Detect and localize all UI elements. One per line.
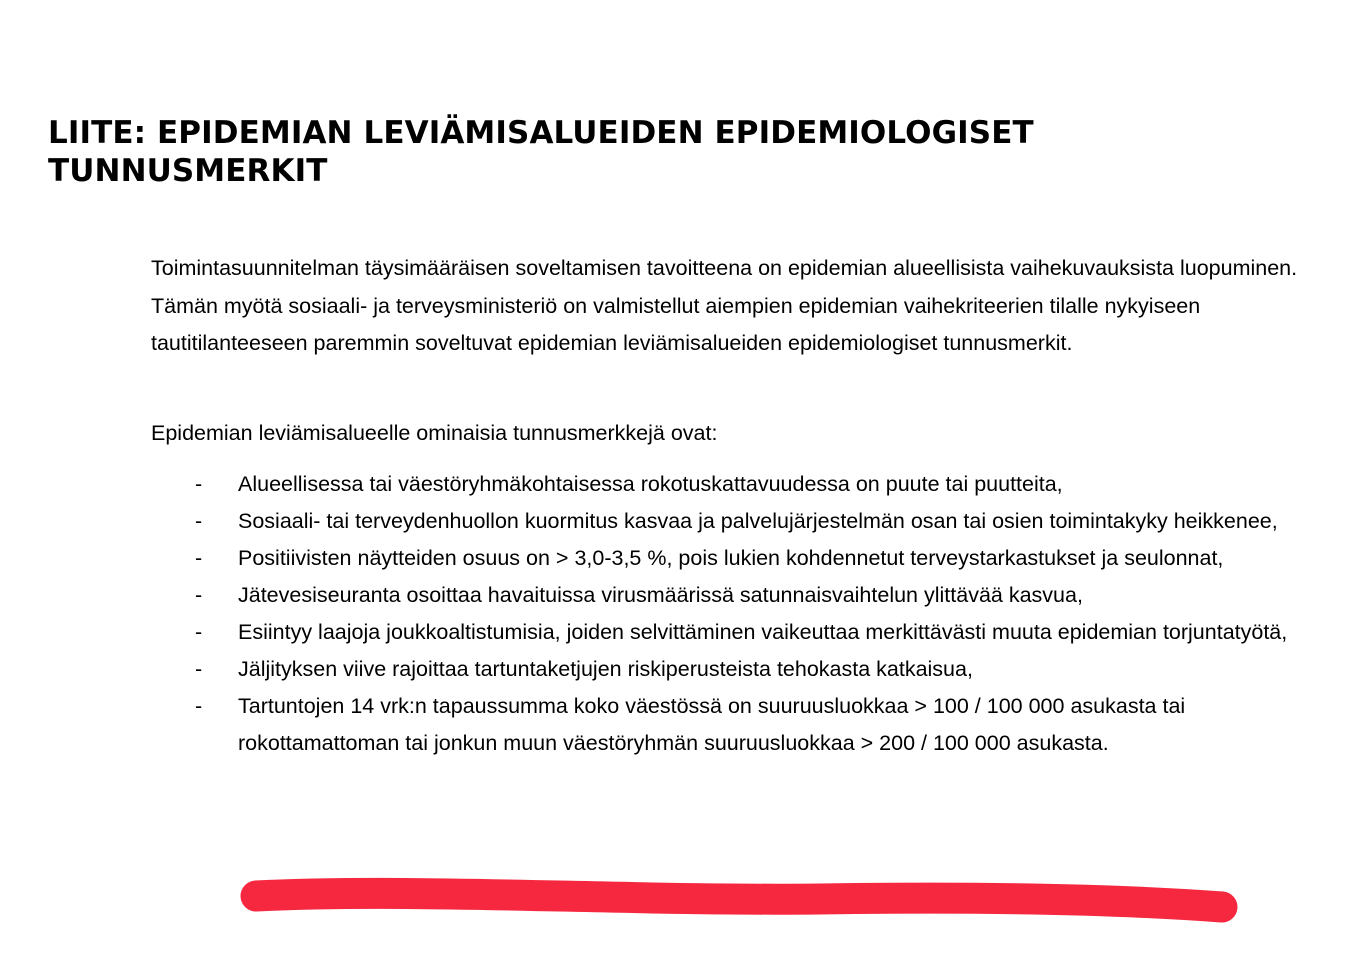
list-item-text: Alueellisessa tai väestöryhmäkohtaisessa rokotuskattavuudessa on puute tai puutteita,: [238, 472, 1063, 496]
list-item: [151, 503, 1321, 540]
list-item: [151, 540, 1321, 577]
criteria-list: [151, 466, 1321, 762]
list-lead-text: Epidemian leviämisalueelle ominaisia tunnusmerkkejä ovat:: [151, 421, 718, 445]
dash-bullet: -: [195, 657, 203, 681]
list-item-text: Sosiaali- tai terveydenhuollon kuormitus kasvaa ja palvelujärjestelmän osan tai osien toimintakyky heikkenee,: [238, 509, 1278, 533]
list-item: [151, 577, 1321, 614]
dash-bullet: -: [195, 620, 203, 644]
dash-bullet: -: [195, 583, 203, 607]
list-item-text: Positiivisten näytteiden osuus on > 3,0-3,5 %, pois lukien kohdennetut terveystarkastukset ja seulonnat,: [238, 546, 1224, 570]
list-item-text: Jätevesiseuranta osoittaa havaituissa virusmäärissä satunnaisvaihtelun ylittävää kasvua,: [238, 583, 1083, 607]
list-item: [151, 614, 1321, 651]
list-item: [151, 651, 1321, 688]
list-item: [151, 688, 1321, 762]
dash-bullet: -: [195, 694, 203, 718]
list-item: [151, 466, 1321, 503]
dash-bullet: -: [195, 472, 203, 496]
red-marker-line: [256, 893, 1222, 907]
page-title: LIITE: EPIDEMIAN LEVIÄMISALUEIDEN EPIDEMIOLOGISET TUNNUSMERKIT: [48, 115, 1034, 189]
intro-paragraph: Toimintasuunnitelman täysimääräisen soveltamisen tavoitteena on epidemian alueellisista vaihekuvauksista luopuminen. Tämän myötä sosiaali- ja terveysministeriö on valmistellut aiempien epidemian vaihekriteerien tilalle nykyiseen tautitilanteeseen paremmin soveltuvat epidemian leviämisalueiden epidemiologiset tunnusmerkit.: [151, 256, 1298, 355]
dash-bullet: -: [195, 509, 203, 533]
list-item-text: Esiintyy laajoja joukkoaltistumisia, joiden selvittäminen vaikeuttaa merkittävästi muuta epidemian torjuntatyötä,: [238, 620, 1288, 644]
dash-bullet: -: [195, 546, 203, 570]
list-item-text: Jäljityksen viive rajoittaa tartuntaketjujen riskiperusteista tehokasta katkaisua,: [238, 657, 973, 681]
list-item-text: Tartuntojen 14 vrk:n tapaussumma koko väestössä on suuruusluokkaa > 100 / 100 000 asukasta tai rokottamattoman tai jonkun muun väestöryhmän suuruusluokkaa > 200 / 100 000 asukasta.: [238, 694, 1186, 755]
